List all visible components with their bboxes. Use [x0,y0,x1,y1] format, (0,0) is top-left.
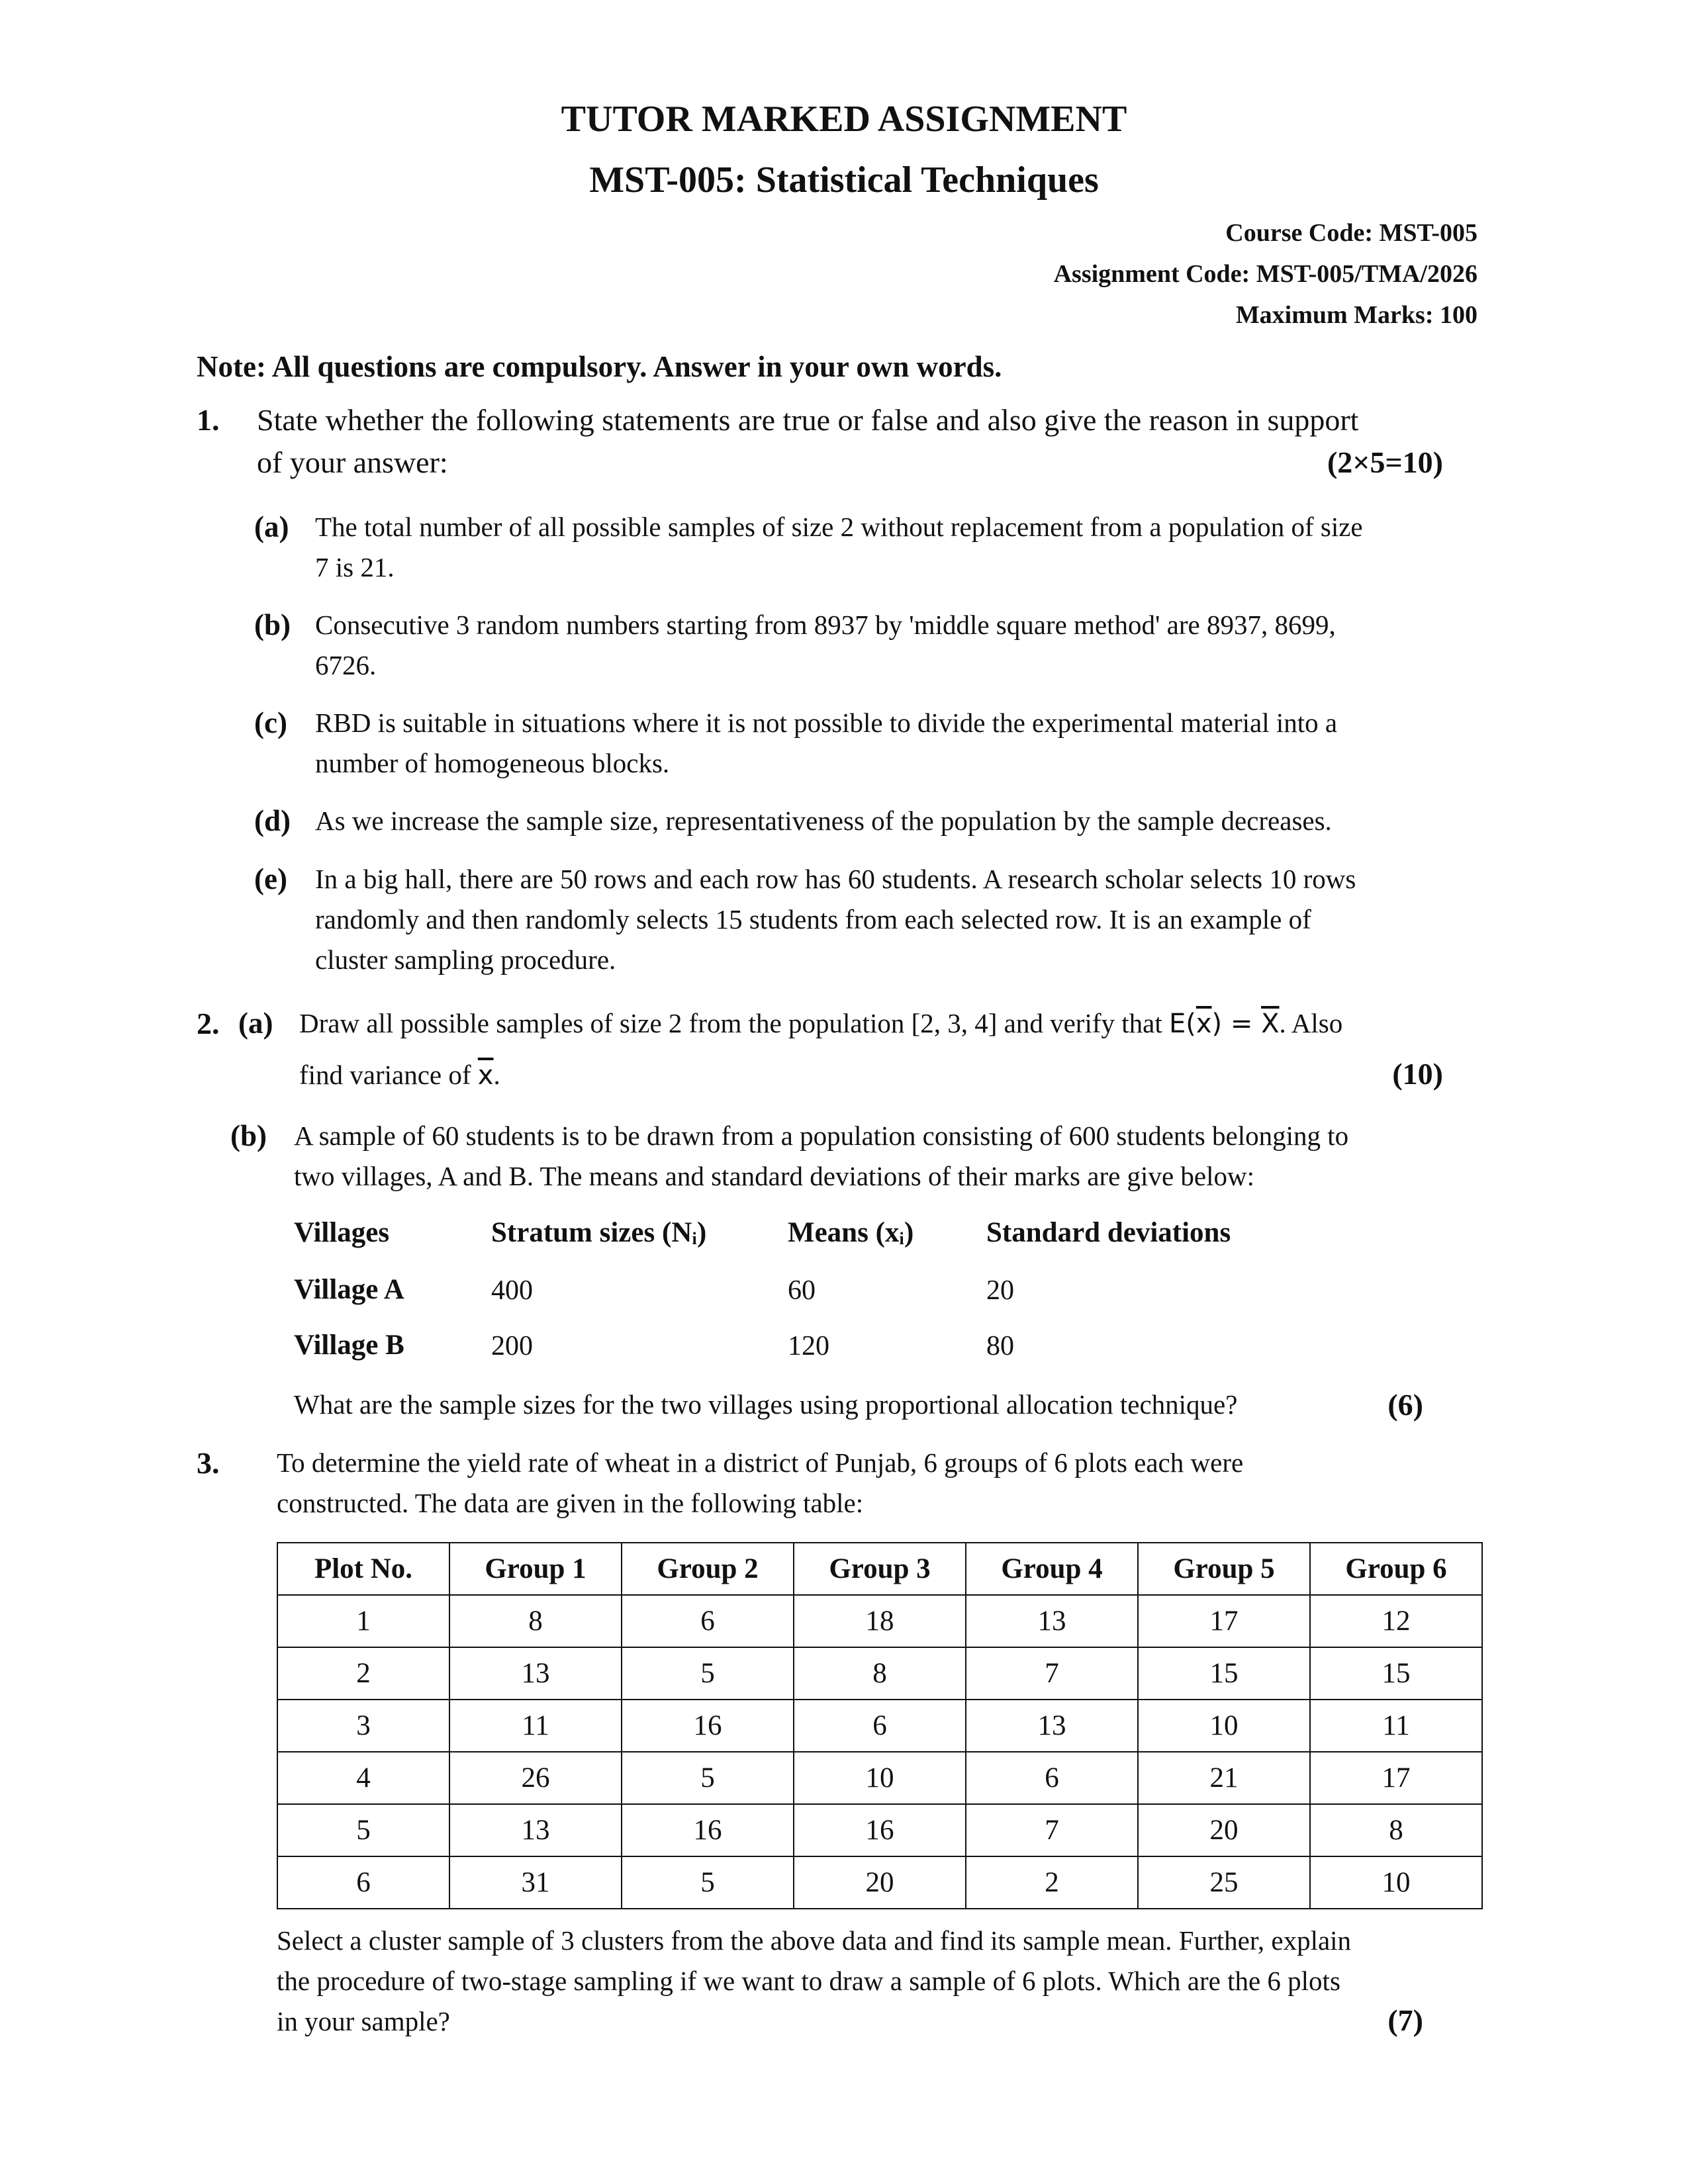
course-code: Course Code: MST-005 [1225,219,1477,247]
village-table-header: Stratum sizes (Nᵢ) [491,1217,707,1248]
q2b-question: What are the sample sizes for the two villages using proportional allocation technique? [294,1389,1238,1420]
table-cell: 6 [966,1752,1138,1804]
village-cell: 60 [788,1275,816,1306]
table-cell: 20 [794,1856,966,1909]
table-cell: 3 [277,1700,449,1752]
table-cell: 6 [622,1595,794,1647]
q2a-text-end: . [493,1060,500,1090]
table-cell: 2 [277,1647,449,1700]
q1-line1: State whether the following statements are true or false and also give the reason in support [257,403,1359,437]
table-row [277,1700,1482,1752]
item-label: (c) [254,706,287,739]
table-cell: 5 [622,1856,794,1909]
q1-line2: of your answer: [257,445,448,479]
item-text: 7 is 21. [315,552,395,582]
item-label: (b) [230,1119,267,1152]
village-cell: 80 [986,1331,1014,1361]
table-row [277,1595,1482,1647]
village-name: Village A [294,1274,404,1305]
table-cell: 20 [1138,1804,1310,1856]
item-label: (b) [254,608,291,641]
q3-marks: (7) [1387,2003,1423,2037]
table-cell: 5 [622,1752,794,1804]
table-cell: 7 [966,1647,1138,1700]
column-header: Group 6 [1310,1543,1482,1595]
table-cell: 4 [277,1752,449,1804]
q3-line1: To determine the yield rate of wheat in a district of Punjab, 6 groups of 6 plots each were [277,1447,1244,1478]
maximum-marks: Maximum Marks: 100 [1235,301,1477,329]
item-label: (a) [238,1007,273,1040]
q2a-text-end: . Also [1279,1008,1343,1038]
column-header: Group 3 [794,1543,966,1595]
course-title: MST-005: Statistical Techniques [589,159,1099,201]
table-cell: 8 [449,1595,622,1647]
formula-sample-mean: $\overline{x}$ [1196,1009,1212,1039]
village-cell: 400 [491,1275,533,1306]
question-number: 2. [197,1007,220,1040]
table-cell: 6 [794,1700,966,1752]
yield-data-table [277,1542,1483,1909]
formula-population-mean: $\overline{X}$ [1261,1009,1280,1039]
item-text: 6726. [315,650,377,680]
table-cell: 10 [794,1752,966,1804]
table-cell: 10 [1310,1856,1482,1909]
item-label: (d) [254,804,291,837]
table-cell: 13 [449,1647,622,1700]
q3-line2: constructed. The data are given in the following table: [277,1488,864,1518]
village-name: Village B [294,1330,404,1361]
table-cell: 31 [449,1856,622,1909]
table-cell: 7 [966,1804,1138,1856]
column-header: Group 2 [622,1543,794,1595]
q3-followup-line1: Select a cluster sample of 3 clusters from the above data and find its sample mean. Further, explain [277,1925,1352,1956]
table-cell: 6 [277,1856,449,1909]
village-table-header: Standard deviations [986,1217,1231,1248]
q3-followup-line2: the procedure of two-stage sampling if we want to draw a sample of 6 plots. Which are the 6 plots [277,1966,1340,1996]
question-number: 3. [197,1446,220,1480]
formula-equals: ) = [1211,1009,1262,1039]
village-table-header: Villages [294,1217,390,1248]
q2a-line1 [299,1007,1342,1039]
table-row [277,1752,1482,1804]
formula-e: E( [1168,1009,1196,1039]
table-cell: 15 [1310,1647,1482,1700]
q2a-marks: (10) [1392,1057,1443,1091]
village-table-header: Means (xᵢ) [788,1217,914,1248]
village-cell: 20 [986,1275,1014,1306]
q2a-line2 [299,1059,500,1091]
column-header: Group 4 [966,1543,1138,1595]
q2b-line2: two villages, A and B. The means and standard deviations of their marks are give below: [294,1161,1254,1191]
table-cell: 26 [449,1752,622,1804]
table-cell: 17 [1310,1752,1482,1804]
table-row [277,1647,1482,1700]
item-text: cluster sampling procedure. [315,944,616,975]
table-cell: 16 [622,1700,794,1752]
table-row [277,1804,1482,1856]
table-cell: 11 [1310,1700,1482,1752]
q2b-line1: A sample of 60 students is to be drawn from a population consisting of 600 students belonging to [294,1120,1349,1151]
table-row [277,1856,1482,1909]
item-text: The total number of all possible samples of size 2 without replacement from a population of size [315,512,1363,542]
item-text: RBD is suitable in situations where it is not possible to divide the experimental material into a [315,707,1338,738]
table-cell: 16 [622,1804,794,1856]
table-cell: 25 [1138,1856,1310,1909]
table-cell: 2 [966,1856,1138,1909]
instructions-note: Note: All questions are compulsory. Answer in your own words. [197,350,1002,383]
page-title: TUTOR MARKED ASSIGNMENT [561,99,1127,140]
village-cell: 120 [788,1331,829,1361]
table-cell: 13 [966,1700,1138,1752]
item-text: As we increase the sample size, representativeness of the population by the sample decreases. [315,805,1332,836]
table-cell: 8 [794,1647,966,1700]
q1-marks: (2×5=10) [1327,445,1443,479]
table-cell: 13 [449,1804,622,1856]
table-cell: 16 [794,1804,966,1856]
table-cell: 12 [1310,1595,1482,1647]
item-text: randomly and then randomly selects 15 students from each selected row. It is an example of [315,904,1311,934]
table-cell: 5 [277,1804,449,1856]
q2a-text: find variance of [299,1060,478,1090]
column-header: Group 1 [449,1543,622,1595]
item-text: In a big hall, there are 50 rows and each row has 60 students. A research scholar selects 10 rows [315,864,1356,894]
table-cell: 18 [794,1595,966,1647]
item-label: (a) [254,510,289,543]
item-label: (e) [254,862,287,895]
table-cell: 17 [1138,1595,1310,1647]
table-cell: 5 [622,1647,794,1700]
column-header: Plot No. [277,1543,449,1595]
table-cell: 10 [1138,1700,1310,1752]
table-cell: 21 [1138,1752,1310,1804]
village-cell: 200 [491,1331,533,1361]
table-header-row [277,1543,1482,1595]
item-text: number of homogeneous blocks. [315,748,670,778]
assignment-code: Assignment Code: MST-005/TMA/2026 [1053,260,1477,288]
table-cell: 15 [1138,1647,1310,1700]
table-cell: 8 [1310,1804,1482,1856]
q2b-marks: (6) [1387,1388,1423,1422]
table-cell: 13 [966,1595,1138,1647]
q3-followup-line3: in your sample? [277,2006,450,2036]
q2a-text: Draw all possible samples of size 2 from the population [2, 3, 4] and verify that [299,1008,1169,1038]
formula-sample-mean: $\overline{x}$ [477,1060,494,1091]
item-text: Consecutive 3 random numbers starting from 8937 by 'middle square method' are 8937, 8699, [315,610,1336,640]
question-number: 1. [197,403,220,437]
table-cell: 1 [277,1595,449,1647]
column-header: Group 5 [1138,1543,1310,1595]
table-cell: 11 [449,1700,622,1752]
